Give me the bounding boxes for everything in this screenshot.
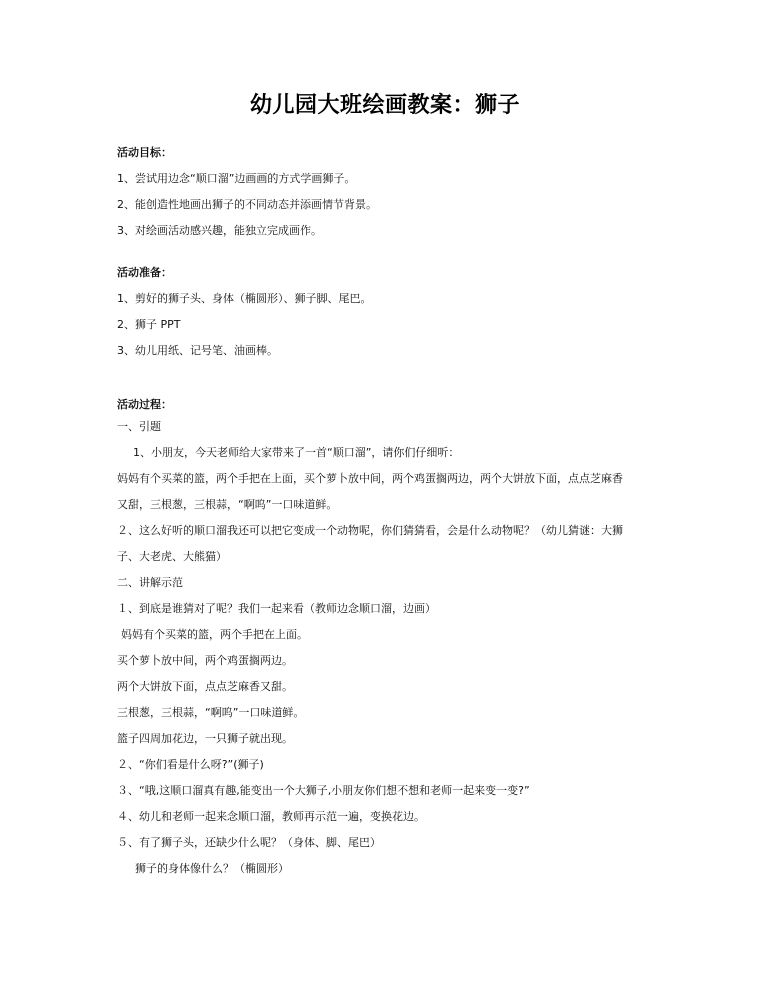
rhyme-line: 三根葱，三根蒜，“啊呜”一口味道鲜。 — [117, 706, 305, 719]
process-line: ４、幼儿和老师一起来念顺口溜，教师再示范一遍，变换花边。 — [117, 810, 425, 823]
page-title: 幼儿园大班绘画教案：狮子 — [249, 93, 520, 118]
process-line: ３、“哦,这顺口溜真有趣,能变出一个大狮子,小朋友你们想不想和老师一起来变一变?” — [117, 784, 530, 797]
process-line: 妈妈有个买菜的篮，两个手把在上面，买个萝卜放中间，两个鸡蛋搁两边，两个大饼放下面，点点芝麻香 — [117, 472, 623, 485]
process-line: 子、大老虎、大熊猫） — [117, 550, 227, 563]
process-line: 狮子的身体像什么？（椭圆形） — [135, 862, 289, 875]
process-subheading: 一、引题 — [117, 420, 161, 433]
process-line: ２、这么好听的顺口溜我还可以把它变成一个动物呢，你们猜猜看，会是什么动物呢？（幼儿猜谜：大狮 — [117, 524, 623, 537]
process-line: 又甜，三根葱，三根蒜，“啊呜”一口味道鲜。 — [117, 498, 338, 511]
goal-item: 2、能创造性地画出狮子的不同动态并添画情节背景。 — [117, 198, 377, 211]
goal-item: 1、尝试用边念“顺口溜”边画画的方式学画狮子。 — [117, 172, 356, 185]
process-subheading: 二、讲解示范 — [117, 576, 183, 589]
goal-item: 3、对绘画活动感兴趣，能独立完成画作。 — [117, 224, 322, 237]
rhyme-line: 买个萝卜放中间，两个鸡蛋搁两边。 — [117, 654, 293, 667]
rhyme-line: 篮子四周加花边，一只狮子就出现。 — [117, 732, 293, 745]
prep-heading: 活动准备： — [117, 266, 172, 279]
rhyme-line: 两个大饼放下面，点点芝麻香又甜。 — [117, 680, 293, 693]
process-line: ５、有了狮子头，还缺少什么呢？（身体、脚、尾巴） — [117, 836, 381, 849]
process-heading: 活动过程： — [117, 398, 172, 411]
goals-heading: 活动目标： — [117, 146, 172, 159]
process-line: １、到底是谁猜对了呢？我们一起来看（教师边念顺口溜，边画） — [117, 602, 436, 615]
prep-item: 2、狮子 PPT — [117, 318, 181, 331]
process-line: ２、“你们看是什么呀?”(狮子) — [117, 758, 264, 771]
prep-item: 3、幼儿用纸、记号笔、油画棒。 — [117, 344, 278, 357]
rhyme-line: 妈妈有个买菜的篮，两个手把在上面。 — [121, 628, 308, 641]
prep-item: 1、剪好的狮子头、身体（椭圆形）、狮子脚、尾巴。 — [117, 292, 372, 305]
process-line: 1、小朋友，今天老师给大家带来了一首“顺口溜”，请你们仔细听： — [133, 446, 460, 459]
